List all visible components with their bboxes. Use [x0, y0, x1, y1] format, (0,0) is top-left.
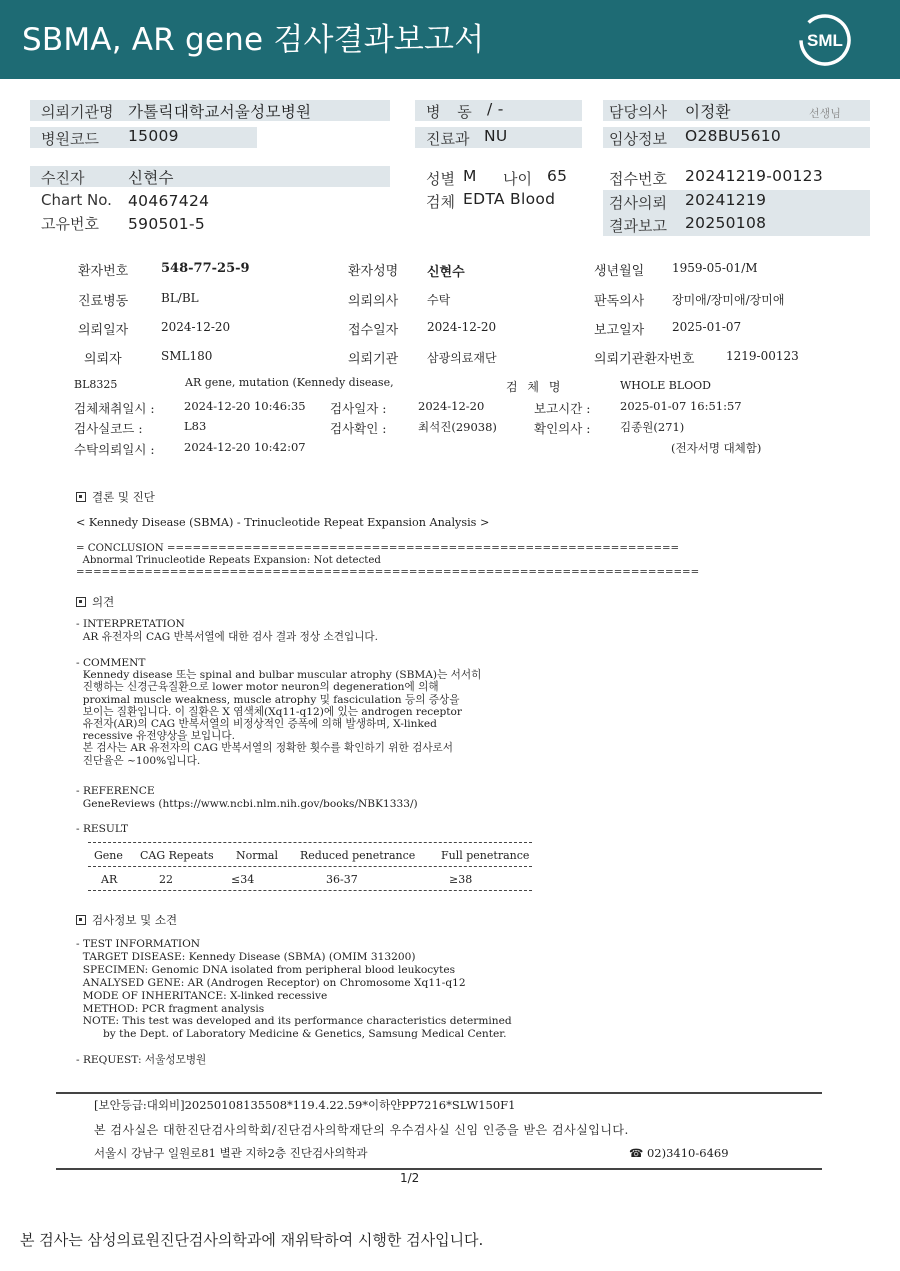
patient-table-label: 보고일자 — [594, 323, 645, 338]
confirm-doc-label: 확인의사 : — [534, 421, 591, 436]
reconsignment-note: 본 검사는 삼성의료원진단검사의학과에 재위탁하여 시행한 검사입니다. — [20, 1231, 484, 1249]
result-cell: AR — [101, 873, 118, 886]
patient-table-label: 생년월일 — [594, 264, 645, 279]
address-line: 서울시 강남구 일원로81 별관 지하2층 진단검사의학과 — [94, 1146, 368, 1160]
age-label: 나이 — [503, 170, 532, 188]
patient-table-label: 의뢰일자 — [78, 323, 129, 338]
specimen-name: WHOLE BLOOD — [620, 379, 711, 392]
test-code: BL8325 — [74, 378, 118, 391]
patient-table-value: SML180 — [161, 349, 213, 363]
chart-label: Chart No. — [41, 191, 112, 209]
patient-table-value: 삼광의료재단 — [427, 351, 497, 365]
esign-note: (전자서명 대체함) — [671, 441, 762, 455]
specimen-label: 검체 — [426, 193, 455, 211]
room-value: L83 — [184, 419, 207, 433]
section-opinion — [76, 594, 114, 610]
patient-table-value: 장미애/장미애/장미애 — [672, 293, 785, 307]
confirm-label: 검사확인 : — [330, 421, 387, 436]
patient-table-label: 환자성명 — [348, 264, 399, 279]
reference-block: - REFERENCE GeneReviews (https://www.ncbi.nlm.nih.gov/books/NBK1333/) — [76, 785, 418, 810]
doctor-value: 이정환 — [685, 103, 731, 121]
patient-table-label: 진료병동 — [78, 294, 129, 309]
interpretation-block: - INTERPRETATION AR 유전자의 CAG 반복서열에 대한 검사 결과 정상 소견입니다. — [76, 618, 379, 643]
specimen-value: EDTA Blood — [463, 190, 556, 208]
patient-table-value: 2024-12-20 — [161, 320, 231, 334]
result-cell: 36-37 — [326, 873, 358, 886]
security-line: [보안등급:대외비]20250108135508*119.4.22.59*이하얀PP7216*SLW150F1 — [94, 1098, 516, 1112]
page-number: 1/2 — [400, 1171, 420, 1185]
specimen-name-label: 검 체 명 — [506, 380, 564, 394]
result-header: Gene — [94, 849, 123, 862]
result-header: Normal — [236, 849, 279, 862]
test-info-block: - TEST INFORMATION TARGET DISEASE: Kennedy Disease (SBMA) (OMIM 313200) SPECIMEN: Genomic DNA isolated from peripheral blood leukocytes ANALYSED GENE: AR (Androgen Receptor) on Chromosome Xq11-q12 MODE OF INHERITANCE: X-linked recessive METHOD: PCR fragment analysis NOTE: This test was developed and its performance characteristics determined by the Dept. of Laboratory Medicine & Genetics, Samsung Medical Center. — [76, 938, 512, 1041]
footer-divider — [56, 1092, 822, 1094]
result-divider — [88, 866, 532, 867]
report-subtitle: < Kennedy Disease (SBMA) - Trinucleotide Repeat Expansion Analysis > — [76, 516, 490, 529]
confirm-value: 최석진(29038) — [418, 420, 497, 434]
report-time-label: 보고시간 : — [534, 401, 591, 416]
request-date-label: 검사의뢰 — [609, 194, 667, 212]
patient-table-value: 2024-12-20 — [427, 320, 497, 334]
patient-table-value: 신현수 — [427, 265, 465, 280]
result-title: - RESULT — [76, 823, 129, 835]
doctor-suffix: 선생님 — [809, 107, 841, 120]
patient-table-value: 548-77-25-9 — [161, 261, 250, 276]
patient-table-value: 1959-05-01/M — [672, 261, 758, 275]
dept-label: 진료과 — [426, 130, 470, 148]
patient-table-value: 1219-00123 — [726, 349, 799, 363]
section-testinfo-title: 검사정보 및 소견 — [92, 913, 178, 927]
uid-value: 590501-5 — [128, 215, 206, 233]
section-conclusion-title: 결론 및 진단 — [92, 490, 155, 504]
ward-label: 병 동 — [426, 103, 478, 121]
patient-table-label: 판독의사 — [594, 294, 645, 309]
institution-label: 의뢰기관명 — [41, 103, 114, 121]
patient-table-value: 2025-01-07 — [672, 320, 742, 334]
report-title: SBMA, AR gene 검사결과보고서 — [22, 22, 485, 58]
doctor-label: 담당의사 — [609, 103, 667, 121]
patient-table-label: 의뢰자 — [84, 352, 122, 367]
result-header: CAG Repeats — [140, 849, 214, 862]
receipt-no-label: 접수번호 — [609, 170, 667, 188]
sex-value: M — [463, 167, 477, 185]
result-divider — [88, 842, 532, 843]
consign-label: 수탁의뢰일시 : — [74, 442, 155, 457]
age-value: 65 — [547, 167, 568, 185]
confirm-doc-value: 김종원(271) — [620, 420, 685, 434]
report-time-value: 2025-01-07 16:51:57 — [620, 399, 742, 413]
patient-value: 신현수 — [128, 169, 174, 187]
phone-line: ☎ 02)3410-6469 — [629, 1146, 729, 1160]
chart-value: 40467424 — [128, 192, 210, 210]
collect-label: 검체채취일시 : — [74, 401, 155, 416]
sex-label: 성별 — [426, 170, 455, 188]
section-opinion-title: 의견 — [92, 595, 115, 609]
result-divider — [88, 890, 532, 891]
patient-table-label: 환자번호 — [78, 264, 129, 279]
hospital-code-label: 병원코드 — [41, 130, 99, 148]
comment-block: - COMMENT Kennedy disease 또는 spinal and bulbar muscular atrophy (SBMA)는 서서히 진행하는 신경근육질환으로 lower motor neuron의 degeneration에 의해 proximal muscle weakness, muscle atrophy 및 fasciculation 등의 증상을 보이는 질환입니다. 이 질환은 X 염색체(Xq11-q12)에 있는 androgen receptor 유전자(AR)의 CAG 반복서열의 비정상적인 증폭에 의해 발생하며, X-linked recessive 유전양상을 보입니다. 본 검사는 AR 유전자의 CAG 반복서열의 정확한 횟수를 확인하기 위한 검사로서 진단율은 ~100%입니다. — [76, 657, 482, 767]
test-name: AR gene, mutation (Kennedy disease, — [185, 376, 394, 389]
test-date-label: 검사일자 : — [330, 401, 387, 416]
request-date-value: 20241219 — [685, 191, 767, 209]
patient-table-value: BL/BL — [161, 291, 199, 305]
section-box-icon — [76, 597, 86, 607]
result-header: Full penetrance — [441, 849, 530, 862]
section-box-icon — [76, 492, 86, 502]
patient-table-label: 의뢰기관환자번호 — [594, 352, 695, 367]
result-date-value: 20250108 — [685, 214, 767, 232]
hospital-code-value: 15009 — [128, 127, 179, 145]
result-header: Reduced penetrance — [300, 849, 416, 862]
consign-value: 2024-12-20 10:42:07 — [184, 440, 306, 454]
footer-divider — [56, 1168, 822, 1170]
sml-logo — [798, 14, 852, 66]
clinical-value: O28BU5610 — [685, 127, 782, 145]
result-cell: 22 — [159, 873, 173, 886]
patient-label: 수진자 — [41, 169, 85, 187]
result-cell: ≥38 — [449, 873, 473, 886]
collect-value: 2024-12-20 10:46:35 — [184, 399, 306, 413]
dept-value: NU — [484, 127, 508, 145]
section-conclusion — [76, 489, 155, 505]
clinical-label: 임상정보 — [609, 130, 667, 148]
ward-value: / - — [487, 100, 504, 118]
uid-label: 고유번호 — [41, 215, 99, 233]
patient-table-value: 수탁 — [427, 293, 451, 307]
patient-table-label: 의뢰의사 — [348, 294, 399, 309]
result-cell: ≤34 — [231, 873, 255, 886]
svg-text:SML: SML — [807, 31, 843, 50]
conclusion-block: = CONCLUSION ============================================================ Abnormal Trinucleotide Repeats Expansion: Not detected ========================================================================= — [76, 543, 700, 578]
section-box-icon — [76, 915, 86, 925]
test-date-value: 2024-12-20 — [418, 399, 485, 413]
report-header — [0, 0, 900, 79]
patient-table-label: 의뢰기관 — [348, 352, 399, 367]
receipt-no-value: 20241219-00123 — [685, 167, 823, 185]
patient-table-label: 접수일자 — [348, 323, 399, 338]
request-line: - REQUEST: 서울성모병원 — [76, 1054, 207, 1066]
section-testinfo — [76, 912, 177, 928]
room-label: 검사실코드 : — [74, 421, 143, 436]
result-date-label: 결과보고 — [609, 217, 667, 235]
institution-value: 가톨릭대학교서울성모병원 — [128, 103, 312, 121]
certification-line: 본 검사실은 대한진단검사의학회/진단검사의학재단의 우수검사실 신임 인증을 받은 검사실입니다. — [94, 1123, 629, 1137]
